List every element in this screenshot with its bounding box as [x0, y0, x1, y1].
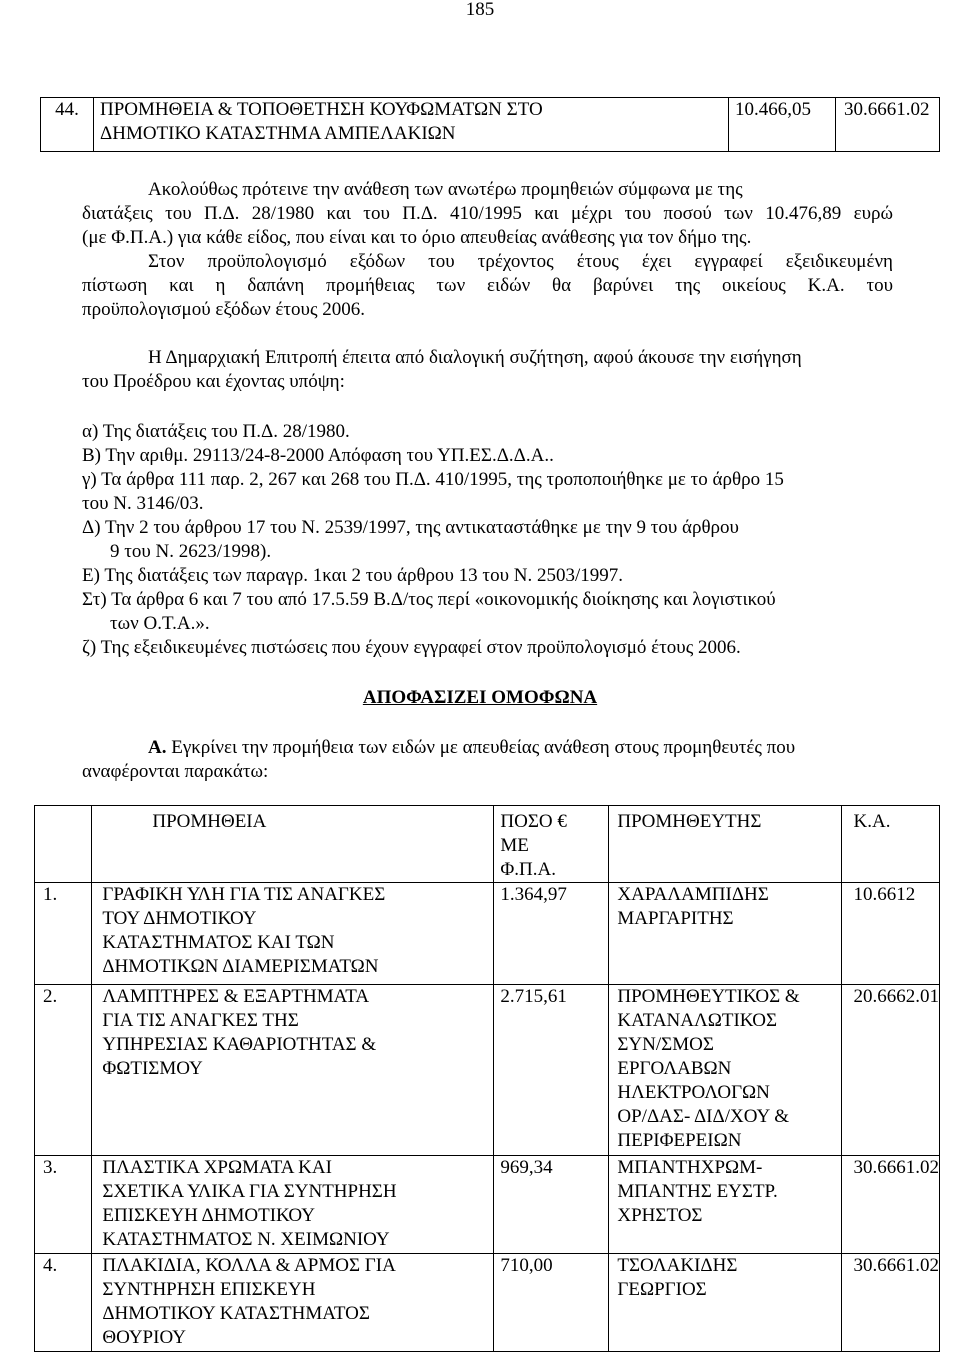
supplier-line: ΟΡ/ΔΑΣ- ΔΙΔ/ΧΟΥ &	[617, 1106, 790, 1127]
row-amount: 1.364,97	[494, 883, 609, 985]
header-supplier: ΠΡΟΜΗΘΕΥΤΗΣ	[609, 806, 841, 883]
header-amount	[494, 806, 609, 883]
supplier-line: ΠΕΡΙΦΕΡΕΙΩΝ	[617, 1130, 742, 1151]
supplies-table	[34, 805, 940, 1352]
consideration-item: του Ν. 3146/03.	[82, 493, 204, 514]
supplier-line: ΧΑΡΑΛΑΜΠΙΔΗΣ	[617, 884, 769, 905]
row-amount: 2.715,61	[494, 985, 609, 1156]
description-line: ΣΧΕΤΙΚΑ ΥΛΙΚΑ ΓΙΑ ΣΥΝΤΗΡΗΣΗ	[102, 1181, 397, 1202]
item-description-line: ΠΡΟΜΗΘΕΙΑ & ΤΟΠΟΘΕΤΗΣΗ ΚΟΥΦΩΜΑΤΩΝ ΣΤΟ	[100, 99, 543, 120]
row-supplier	[609, 1254, 841, 1352]
row-number: 4.	[35, 1254, 92, 1352]
description-line: ΛΑΜΠΤΗΡΕΣ & ΕΞΑΡΤΗΜΑΤΑ	[102, 986, 370, 1007]
table-row	[35, 883, 940, 985]
decision-line	[148, 736, 795, 760]
paragraph-line: (με Φ.Π.Α.) για κάθε είδος, που είναι και το όριο απευθείας ανάθεσης για τον δήμο της.	[82, 227, 752, 248]
description-line: ΤΟΥ ΔΗΜΟΤΙΚΟΥ	[102, 908, 257, 929]
item-description-line: ΔΗΜΟΤΙΚΟ ΚΑΤΑΣΤΗΜΑ ΑΜΠΕΛΑΚΙΩΝ	[100, 123, 456, 144]
supplier-line: ΚΑΤΑΝΑΛΩΤΙΚΟΣ	[617, 1010, 778, 1031]
paragraph-line: διατάξεις του Π.Δ. 28/1980 και του Π.Δ. 410/1995 και μέχρι του ποσού των 10.476,89 ευρώ	[82, 203, 893, 224]
table-row	[35, 985, 940, 1156]
row-number: 3.	[35, 1156, 92, 1254]
supplier-line: ΗΛΕΚΤΡΟΛΟΓΩΝ	[617, 1082, 770, 1103]
paragraph-line: πίστωση και η δαπάνη προμήθειας των ειδών θα βαρύνει της οικείους Κ.Α. του	[82, 275, 893, 296]
table-row	[41, 98, 940, 152]
row-code: 30.6661.02	[841, 1156, 940, 1254]
description-line: ΔΗΜΟΤΙΚΩΝ ΔΙΑΜΕΡΙΣΜΑΤΩΝ	[102, 956, 379, 977]
description-line: ΣΥΝΤΗΡΗΣΗ ΕΠΙΣΚΕΥΗ	[102, 1279, 316, 1300]
row-description	[92, 985, 494, 1156]
decision-line: αναφέρονται παρακάτω:	[82, 761, 269, 782]
header-amount-line: ΠΟΣΟ €	[500, 811, 567, 832]
supplier-line: ΜΠΑΝΤΗΣ ΕΥΣΤΡ.	[617, 1181, 778, 1202]
supplier-line: ΜΠΑΝΤΗΧΡΩΜ-	[617, 1157, 763, 1178]
previous-item-table	[40, 97, 940, 152]
description-line: ΠΛΑΚΙΔΙΑ, ΚΟΛΛΑ & ΑΡΜΟΣ ΓΙΑ	[102, 1255, 396, 1276]
paragraph-line: Ακολούθως πρότεινε την ανάθεση των ανωτέρω προμηθειών σύμφωνα με της	[148, 179, 743, 200]
header-amount-line: Φ.Π.Α.	[500, 859, 556, 880]
row-number: 1.	[35, 883, 92, 985]
consideration-item: Δ) Την 2 του άρθρου 17 του Ν. 2539/1997, της αντικαταστάθηκε με την 9 του άρθρου	[82, 517, 739, 538]
description-line: ΦΩΤΙΣΜΟΥ	[102, 1058, 203, 1079]
header-supply: ΠΡΟΜΗΘΕΙΑ	[92, 806, 494, 883]
row-supplier	[609, 1156, 841, 1254]
supplier-line: ΕΡΓΟΛΑΒΩΝ	[617, 1058, 732, 1079]
paragraph-line: προϋπολογισμού εξόδων έτους 2006.	[82, 299, 365, 320]
consideration-item: Ε) Της διατάξεις των παραγρ. 1και 2 του άρθρου 13 του Ν. 2503/1997.	[82, 565, 623, 586]
description-line: ΥΠΗΡΕΣΙΑΣ ΚΑΘΑΡΙΟΤΗΤΑΣ &	[102, 1034, 377, 1055]
supplier-line: ΣΥΝ/ΣΜΟΣ	[617, 1034, 714, 1055]
row-description	[92, 1156, 494, 1254]
description-line: ΓΙΑ ΤΙΣ ΑΝΑΓΚΕΣ ΤΗΣ	[102, 1010, 299, 1031]
supplier-line: ΜΑΡΓΑΡΙΤΗΣ	[617, 908, 734, 929]
consideration-item: 9 του Ν. 2623/1998).	[110, 541, 272, 562]
table-row	[35, 1254, 940, 1352]
decision-heading: ΑΠΟΦΑΣΙΖΕΙ ΟΜΟΦΩΝΑ	[362, 687, 598, 708]
description-line: ΚΑΤΑΣΤΗΜΑΤΟΣ ΚΑΙ ΤΩΝ	[102, 932, 335, 953]
row-code: 30.6661.02	[841, 1254, 940, 1352]
item-number: 44.	[41, 98, 94, 152]
consideration-item: Στ) Τα άρθρα 6 και 7 του από 17.5.59 Β.Δ/τος περί «οικονομικής διοίκησης και λογιστικού	[82, 589, 776, 610]
consideration-item: ζ) Της εξειδικευμένες πιστώσεις που έχουν εγγραφεί στον προϋπολογισμό έτους 2006.	[82, 637, 741, 658]
consideration-item: των Ο.Τ.Α.».	[110, 613, 210, 634]
header-code: Κ.Α.	[841, 806, 940, 883]
row-description	[92, 1254, 494, 1352]
supplier-line: ΧΡΗΣΤΟΣ	[617, 1205, 703, 1226]
item-code: 30.6661.02	[836, 98, 940, 152]
row-description	[92, 883, 494, 985]
row-code: 20.6662.01	[841, 985, 940, 1156]
description-line: ΓΡΑΦΙΚΗ ΥΛΗ ΓΙΑ ΤΙΣ ΑΝΑΓΚΕΣ	[102, 884, 386, 905]
description-line: ΠΛΑΣΤΙΚΑ ΧΡΩΜΑΤΑ ΚΑΙ	[102, 1157, 332, 1178]
row-supplier	[609, 985, 841, 1156]
header-number	[35, 806, 92, 883]
row-supplier	[609, 883, 841, 985]
item-description	[94, 98, 729, 152]
consideration-item: γ) Τα άρθρα 111 παρ. 2, 267 και 268 του Π.Δ. 410/1995, της τροποποιήθηκε με το άρθρο 15	[82, 469, 784, 490]
consideration-item: Β) Την αριθμ. 29113/24-8-2000 Απόφαση του ΥΠ.ΕΣ.Δ.Δ.Α..	[82, 445, 554, 466]
decision-label: Α.	[148, 737, 167, 758]
supplier-line: ΠΡΟΜΗΘΕΥΤΙΚΟΣ &	[617, 986, 800, 1007]
supplier-line: ΤΣΟΛΑΚΙΔΗΣ	[617, 1255, 738, 1276]
row-amount: 969,34	[494, 1156, 609, 1254]
page-number: 185	[465, 0, 495, 20]
table-row	[35, 1156, 940, 1254]
decision-text: Εγκρίνει την προμήθεια των ειδών με απευθείας ανάθεση στους προμηθευτές που	[171, 737, 796, 758]
table-header-row	[35, 806, 940, 883]
paragraph-line: Η Δημαρχιακή Επιτροπή έπειτα από διαλογική συζήτηση, αφού άκουσε την εισήγηση	[148, 347, 802, 368]
supplier-line: ΓΕΩΡΓΙΟΣ	[617, 1279, 707, 1300]
paragraph-line: Στον προϋπολογισμό εξόδων του τρέχοντος έτους έχει εγγραφεί εξειδικευμένη	[148, 251, 893, 272]
description-line: ΘΟΥΡΙΟΥ	[102, 1327, 186, 1348]
header-amount-line: ΜΕ	[500, 835, 529, 856]
row-code: 10.6612	[841, 883, 940, 985]
row-amount: 710,00	[494, 1254, 609, 1352]
description-line: ΚΑΤΑΣΤΗΜΑΤΟΣ Ν. ΧΕΙΜΩΝΙΟΥ	[102, 1229, 390, 1250]
item-amount: 10.466,05	[729, 98, 836, 152]
row-number: 2.	[35, 985, 92, 1156]
description-line: ΔΗΜΟΤΙΚΟΥ ΚΑΤΑΣΤΗΜΑΤΟΣ	[102, 1303, 370, 1324]
description-line: ΕΠΙΣΚΕΥΗ ΔΗΜΟΤΙΚΟΥ	[102, 1205, 315, 1226]
consideration-item: α) Της διατάξεις του Π.Δ. 28/1980.	[82, 421, 350, 442]
paragraph-line: του Προέδρου και έχοντας υπόψη:	[82, 371, 345, 392]
